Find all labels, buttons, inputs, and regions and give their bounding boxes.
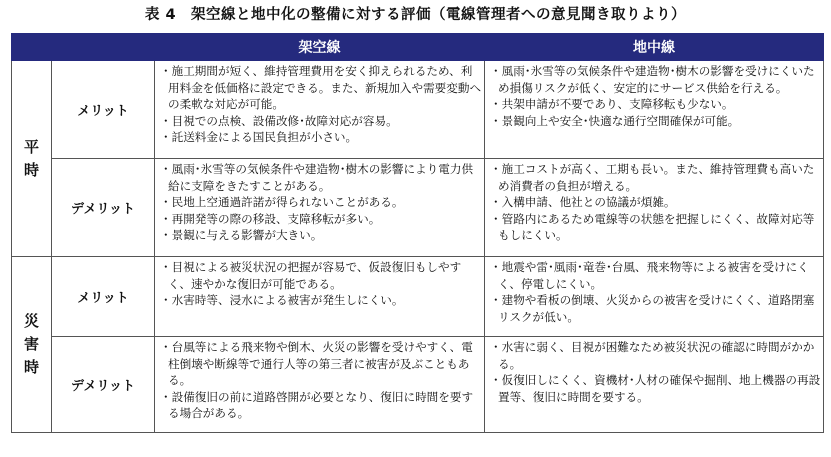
table-row xyxy=(12,61,824,159)
column-header-overhead: 架空線 xyxy=(155,34,485,61)
bullet-item: ・入構申請、他社との協議が煩雑。 xyxy=(490,195,676,209)
cell-underground xyxy=(485,337,824,433)
bullet-item: ・景観に与える影響が大きい。 xyxy=(160,228,323,242)
bullet-item: ・施工期間が短く、維持管理費用を安く抑えられるため、利用料金を低価格に設定できる。また、新規加入や需要変動への柔軟な対応が可能。 xyxy=(160,64,482,111)
bullet-item: ・管路内にあるため電線等の状態を把握しにくく、故障対応等もしにくい。 xyxy=(490,211,815,242)
bullet-item: ・景観向上や安全･快適な通行空間確保が可能。 xyxy=(490,113,740,128)
cell-overhead xyxy=(155,337,485,433)
bullet-item: ・風雨･氷雪等の気候条件や建造物･樹木の影響により電力供給に支障をきたすことがある。 xyxy=(160,162,474,193)
cell-underground xyxy=(485,257,824,337)
section-label-text: 災害時 xyxy=(23,312,39,376)
header-blank xyxy=(12,34,155,61)
table-row xyxy=(12,159,824,257)
bullet-item: ・目視による被災状況の把握が容易で、仮設復旧もしやすく、速やかな復旧が可能である。 xyxy=(160,260,462,291)
cell-overhead xyxy=(155,61,485,159)
category-label: デメリット xyxy=(52,159,155,257)
cell-underground xyxy=(485,159,824,257)
cell-overhead xyxy=(155,257,485,337)
bullet-item: ・託送料金による国民負担が小さい。 xyxy=(160,130,358,144)
bullet-item: ・風雨･氷雪等の気候条件や建造物･樹木の影響を受けにくいため損傷リスクが低く、安定的にサービス供給を行える。 xyxy=(490,64,815,95)
bullet-item: ・再開発等の際の移設、支障移転が多い。 xyxy=(160,211,381,226)
bullet-item: ・目視での点検、設備改修･故障対応が容易。 xyxy=(160,113,398,128)
header-row xyxy=(12,34,824,61)
table-row xyxy=(12,257,824,337)
cell-overhead xyxy=(155,159,485,257)
category-label: メリット xyxy=(52,257,155,337)
bullet-item: ・建物や看板の倒壊、火災からの被害を受けにくく、道路閉塞リスクが低い。 xyxy=(490,293,815,324)
section-label-normal xyxy=(12,61,52,257)
bullet-item: ・水害時等、浸水による被害が発生しにくい。 xyxy=(160,293,404,307)
evaluation-table xyxy=(11,33,824,433)
bullet-item: ・施工コストが高く、工期も長い。また、維持管理費も高いため消費者の負担が増える。 xyxy=(490,162,815,193)
bullet-item: ・台風等による飛来物や倒木、火災の影響を受けやすく、電柱倒壊や断線等で通行人等の第三者に被害が及ぶこともある。 xyxy=(160,340,473,387)
bullet-item: ・地震や雷･風雨･竜巻･台風、飛来物等による被害を受けにくく、停電しにくい。 xyxy=(490,260,809,291)
category-label: メリット xyxy=(52,61,155,159)
bullet-item: ・水害に弱く、目視が困難なため被災状況の確認に時間がかかる。 xyxy=(490,340,815,371)
section-label-disaster xyxy=(12,257,52,433)
bullet-item: ・仮復旧しにくく、資機材･人材の確保や掘削、地上機器の再設置等、復旧に時間を要する。 xyxy=(490,373,821,404)
table-title: 表 4 架空線と地中化の整備に対する評価（電線管理者への意見聞き取りより） xyxy=(144,7,687,23)
category-label: デメリット xyxy=(52,337,155,433)
table-row xyxy=(12,337,824,433)
column-header-underground: 地中線 xyxy=(485,34,824,61)
cell-underground xyxy=(485,61,824,159)
bullet-item: ・共架申請が不要であり、支障移転も少ない。 xyxy=(490,97,734,111)
bullet-item: ・民地上空通過許諾が得られないことがある。 xyxy=(160,195,404,209)
bullet-item: ・設備復旧の前に道路啓開が必要となり、復旧に時間を要する場合がある。 xyxy=(160,389,474,420)
section-label-text: 平時 xyxy=(23,137,39,179)
